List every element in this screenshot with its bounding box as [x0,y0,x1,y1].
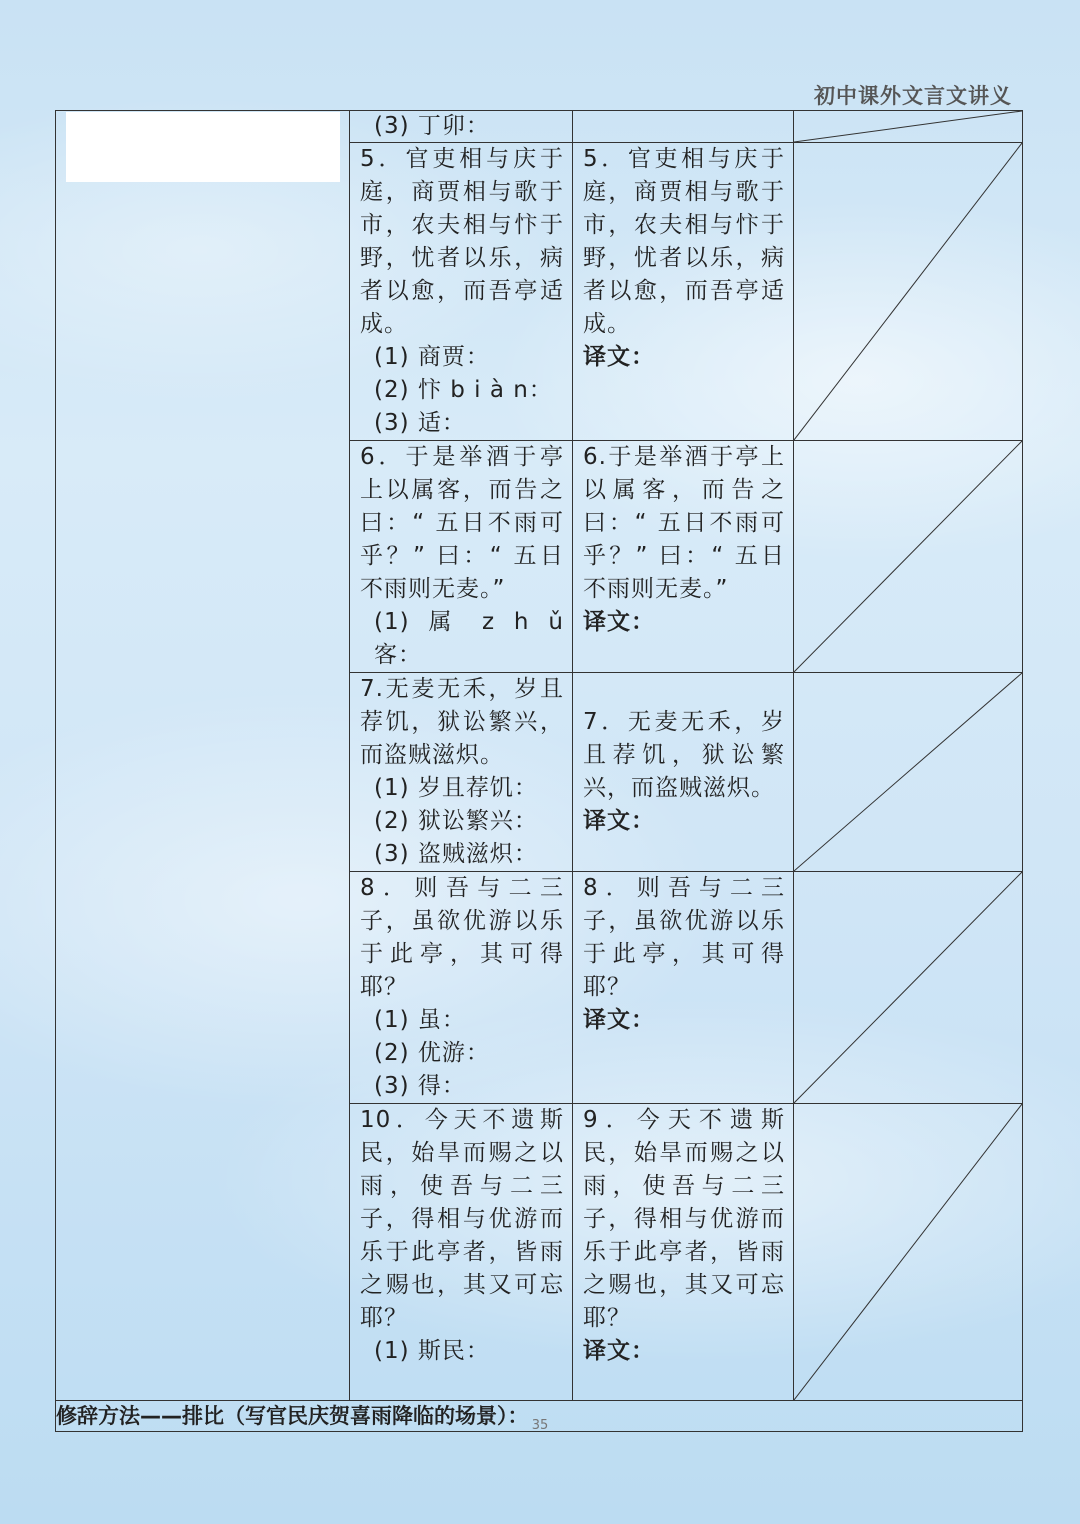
blank-diagonal-cell [794,673,1023,872]
lesson-table [55,110,1023,1432]
sub-item: (3) 适： [374,410,466,436]
translation-label: 译文： [583,344,655,370]
blank-diagonal-cell [794,872,1023,1104]
diagonal-line-icon [794,1104,1022,1400]
original-text: 5．官吏相与庆于庭，商贾相与歌于市，农夫相与忭于野，忧者以乐，病者以愈，而吾亭适成。 [360,146,564,337]
sub-item: (1) 商贾： [374,344,490,370]
diagonal-line-icon [794,441,1022,672]
original-text: 6．于是举酒于亭上以属客，而告之曰：“ 五日不雨可乎？” 曰：“ 五日不雨则无麦。” [360,444,564,602]
blank-diagonal-cell [794,1104,1023,1401]
diagonal-line-icon [794,143,1022,440]
left-column-cell [56,111,350,1401]
sub-item: (3) 得： [374,1073,466,1099]
blank-white-box [66,112,340,182]
blank-diagonal-cell [794,111,1023,143]
sub-item: (1) 斯民： [374,1338,490,1364]
translation-cell [573,673,794,872]
sub-item: (2) 狱讼繁兴： [374,808,538,834]
translation-label: 译文： [583,1338,655,1364]
translation-cell [573,111,794,143]
original-text-cell [350,143,573,441]
translation-label: 译文： [583,609,655,635]
diagonal-line-icon [794,111,1022,142]
sub-item: (2) 优游： [374,1040,490,1066]
translation-source-text: 9．今天不遗斯民，始旱而赐之以雨，使吾与二三子，得相与优游而乐于此亭者，皆雨之赐也，其又可忘耶？ [583,1107,785,1331]
translation-source-text: 7．无麦无禾，岁且荐饥，狱讼繁兴，而盗贼滋炽。 [583,709,785,801]
sub-item: (3) 盗贼滋炽： [374,841,538,867]
diagonal-line-icon [794,673,1022,871]
translation-cell [573,872,794,1104]
translation-label: 译文： [583,1007,655,1033]
sub-item: (1) 虽： [374,1007,466,1033]
translation-source-text: 8．则吾与二三子，虽欲优游以乐于此亭，其可得耶？ [583,875,785,1000]
original-text: 7.无麦无禾，岁且荐饥，狱讼繁兴，而盗贼滋炽。 [360,676,564,768]
original-text: 10．今天不遗斯民，始旱而赐之以雨，使吾与二三子，得相与优游而乐于此亭者，皆雨之赐也，其又可忘耶？ [360,1107,564,1331]
header-title: 初中课外文言文讲义 [814,84,1012,108]
original-text-cell [350,1104,573,1401]
original-text-cell [350,111,573,143]
rhetoric-row: 修辞方法——排比（写官民庆贺喜雨降临的场景）： [56,1401,1023,1432]
sub-item: (1) 属 z h ǔ 客： [374,609,564,668]
page-number: 35 [531,1418,549,1433]
original-text-cell [350,441,573,673]
diagonal-line-icon [794,872,1022,1103]
translation-label: 译文： [583,808,655,834]
original-text-cell [350,673,573,872]
translation-cell [573,1104,794,1401]
translation-source-text: 6.于是举酒于亭上以属客，而告之曰：“ 五日不雨可乎？” 曰：“ 五日不雨则无麦。” [583,444,785,602]
original-text: 8．则吾与二三子，虽欲优游以乐于此亭，其可得耶？ [360,875,564,1000]
sub-item: (3) 丁卯： [374,113,490,139]
sub-item: (2) 忭 b i à n： [374,377,553,403]
translation-source-text: 5．官吏相与庆于庭，商贾相与歌于市，农夫相与忭于野，忧者以乐，病者以愈，而吾亭适成。 [583,146,785,337]
blank-diagonal-cell [794,143,1023,441]
original-text-cell [350,872,573,1104]
sub-item: (1) 岁且荐饥： [374,775,538,801]
blank-diagonal-cell [794,441,1023,673]
translation-cell [573,441,794,673]
translation-cell [573,143,794,441]
